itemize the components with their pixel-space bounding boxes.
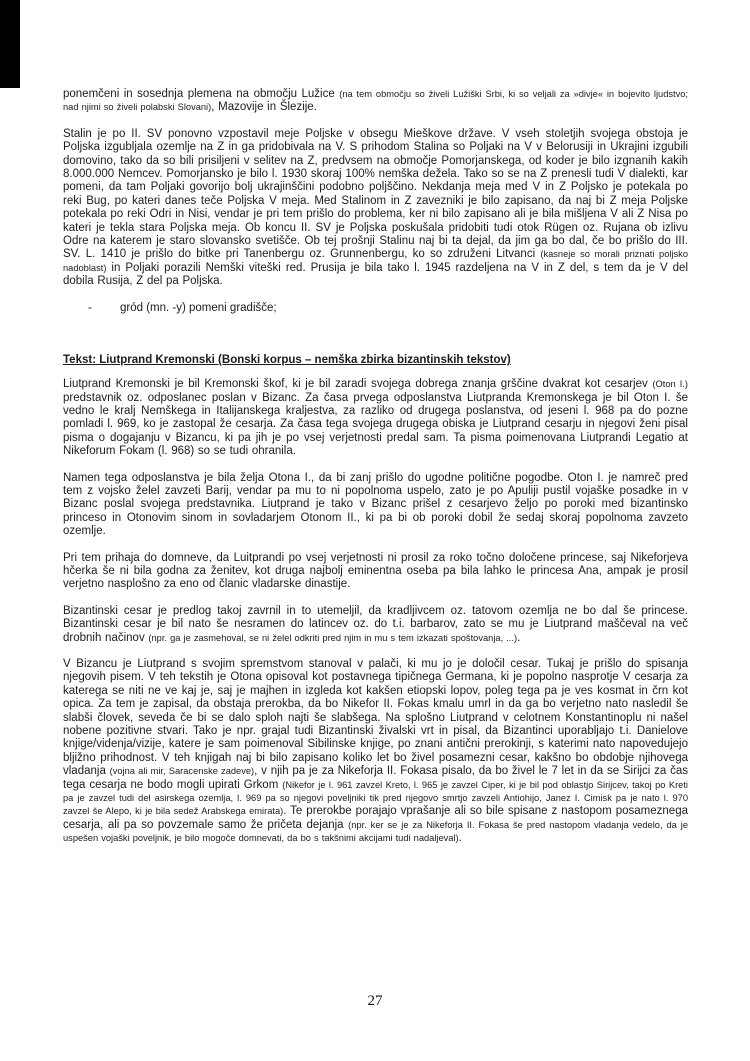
text-run: , v njih pa je za Nikeforja II. Fokasa pisalo, da bo živel le 7 let in da se Sirijci za čas tega cesarja ne bodo mogli upirati Grkom [63, 765, 688, 791]
heading-tekst-liutprand [63, 352, 688, 367]
text-run: (npr. ga je zasmehoval, se ni želel odkriti pred njim in mu s tem izkazati spoštovanja, ...) [148, 632, 518, 643]
text-run: (Nikefor je l. 961 zavzel Kreto, l. 965 je zavzel Ciper, ki je bil pod oblastjo Sirijcev, takoj po Kreti pa je zavzel tudi del asirskega ozemlja, l. 969 pa so njegovi poveljniki tik pred njegovo smrtjo zavzeli Antiohijo, Janez I. Cimisk pa je nato l. 970 zavzel še Alepo, ki je bila sedež Arabskega emirata) [63, 779, 688, 817]
text-run: V Bizancu je Liutprand s svojim spremstvom stanoval v palači, ki mu jo je določil cesar. Tukaj je prišlo do spisanja njegovih pisem. V teh tekstih je Otona opisoval kot postavnega tipičnega Germana, ki je popolno nasprotje V cesarja za katerega se niti ne ve kaj je, saj je majhen in izgleda kot kakšen etiopski lopov, poleg tega pa je ves kosmat in črn kot opica. Za tem je zapisal, da obstaja prerokba, da bo Nikefor II. Fokas kmalu umrl in da ga bo verjetno nato nasledil še slabši človek, seveda če bi se dalo sploh najti še slabšega. Na splošno Liutprand v celotnem Konstantinoplu ni našel nobene pozitivne stvari. Tako je npr. grajal tudi Bizantinski živalski vrt in pisal, da Bizantinci uporabljajo t.i. Danielove knjige/videnja/vizije, katere je sam poimenoval Sibilinske knjige, po znani antični prerokinji, s katerimi nato napovedujejo bljižno prihodnost. V teh knjigah naj bi bilo zapisano koliko let bo živel posamezni cesar, kakšno bo obdobje njihovega vladanja [63, 658, 688, 778]
text-run: ponemčeni in sosednja plemena na območju Lužice [63, 88, 340, 100]
text-run: (vojna ali mir, Saracenske zadeve) [109, 766, 255, 777]
text-run: (Oton I.) [652, 379, 688, 390]
text-run: Liutprand Kremonski je bil Kremonski škof, ki je bil zaradi svojega dobrega znanja grščine dvakrat kot cesarjev [63, 378, 653, 391]
text-run: in Poljaki porazili Nemški viteški red. Prusija je bila tako l. 1945 razdeljena na V in Z del, s tem da je V del dobila Rusija, Z del pa Poljska. [63, 261, 688, 288]
text-run: (npr. ker se je za Nikeforja II. Fokasa še pred nastopom vladanja vedelo, da je uspešen vojaški poveljnik, je bilo mogoče domnevati, da bo s takšnimi akcijami tudi nadaljeval) [63, 819, 689, 844]
bullet-marker: - [88, 301, 92, 314]
page-number: 27 [367, 993, 383, 1009]
text-run: . [458, 832, 462, 845]
text-run: Tekst: Liutprand Kremonski (Bonski korpus – nemška zbirka bizantinskih tekstov) [63, 354, 511, 367]
scan-artifact [0, 0, 20, 88]
text-run: Namen tega odposlanstva je bila želja Otona I., da bi zanj prišlo do ugodne politične pogodbe. Oton I. je namreč pred tem z vojsko želel zavzeti Barij, vendar pa mu to ni popolnoma uspelo, zato je po Apuliji pustil vojaške posadke in v Bizanc poslal svojega predstavnika. Liutprand je tako v Bizanc prišel z cesarjevo željo po poroki med bizantinsko princeso in Otonovim sinom in sovladarjem Otonom II., ki pa bi ob poroki dobil že sedaj skoraj popolnoma zavzeto ozemlje. [63, 471, 688, 538]
para-stalin-poljska [63, 128, 688, 289]
text-run: , Mazovije in Šlezije. [211, 101, 317, 114]
para-luzice [63, 88, 688, 115]
text-run: (na tem območju so živeli Lužiški Srbi, ki so veljali za »divje« in bojevito ljudstvo; nad njimi so živeli polabski Slovani) [63, 89, 688, 113]
bullet-text [120, 302, 688, 315]
para-namen-odposlanstva [63, 472, 688, 539]
text-run: . [517, 631, 521, 644]
text-run: . Te prerokbe porajajo vprašanje ali so bile spisane z nastopom posameznega cesarja, ali pa so povzemale samo že pričeta dejanja [63, 805, 688, 831]
para-bizanc-pisma [63, 658, 688, 846]
para-liutprand-uvod [63, 378, 688, 458]
text-run: Bizantinski cesar je predlog takoj zavrnil in to utemeljil, da kradljivcem oz. tatovom ozemlja ne bo dal še princese. Bizantinski cesar je bil nato še nesramen do latincev oz. do t.i. barbarov, zato se mu je Liutprand maščeval na več drobnih načinov [63, 604, 688, 644]
text-run: gród (mn. -y) pomeni gradišče; [120, 301, 277, 314]
text-run: (kasneje so morali priznati poljsko nadoblast) [63, 249, 689, 273]
text-run: predstavnik oz. odposlanec poslan v Bizanc. Za časa prvega odposlanstva Liutpranda Kremonskega je bil Oton I. še vedno le kralj Nemškega in Italijanskega kraljestva, za razliko od drugega poslanstva, od jeseni l. 968 pa do pozne pomladi l. 969, ko je zastopal že cesarja. Za časa tega svojega drugega obiska je Liutprand cesarju in njegovi ženi pisal pisma o dogajanju v Bizancu, ki pa jih je po vsej verjetnosti predal sam. Ta pisma poimenovana Liutprandi Legatio at Nikeforum Fokam (l. 968) so se tudi ohranila. [63, 391, 688, 458]
document-body [63, 88, 688, 846]
para-domneva-princesa [63, 552, 688, 592]
text-run: Pri tem prihaja do domneve, da Luitprandi po vsej verjetnosti ni prosil za roko točno določene princese, saj Nikeforjeva hčerka še ni bila godna za ženitev, kot druga najbolj eminentna oseba pa bila lahko le princesa Ana, ampak je prosil verjetno nasplošno za eno od članic vladarske dinastije. [63, 551, 688, 591]
text-run: Stalin je po II. SV ponovno vzpostavil meje Poljske v obsegu Mieškove države. V vseh stoletjih svojega obstoja je Poljska izgubljala ozemlje na Z in ga pridobivala na V. S prihodom Stalina so Poljaki na V v Belorusiji in Ukrajini izgubili domovino, tako da so bili prisiljeni v selitev na Z, predvsem na območje Pomorjanskega, od koder je bilo izgnanih kakih 8.000.000 Nemcev. Pomorjansko je bilo l. 1930 skoraj 100% nemška dežela. Tako so se na Z prenesli tudi V dialekti, kar pomeni, da tam Poljaki govorijo bolj ukrajinščini podobno poljščino. Nekdanja meja med V in Z Poljsko je potekala po reki Bug, po kateri danes teče Poljska V meja. Med Stalinom in Z zavezniki je bilo zapisano, da naj bi Z meja Poljske potekala po reki Odri in Nisi, vendar je pri tem prišlo do problema, ker ni bilo zapisano ali je bila mišljena V ali Z Nisa po kateri je tekla stara Poljska meja. Ob koncu II. SV je Poljska poskušala pridobiti tudi otok Rügen oz. Rujana ob izlivu Odre na katerem je staro slovansko svetišče. Ob tej prošnji Stalinu naj bi ta dejal, da jim ga bo dal, če bo prišlo do III. SV. L. 1410 je prišlo do bitke pri Tanenbergu oz. Grunnenbergu, ko so združeni Litvanci [63, 127, 688, 261]
para-cesar-zavrnitev [63, 605, 688, 645]
bullet-grod [63, 302, 688, 315]
